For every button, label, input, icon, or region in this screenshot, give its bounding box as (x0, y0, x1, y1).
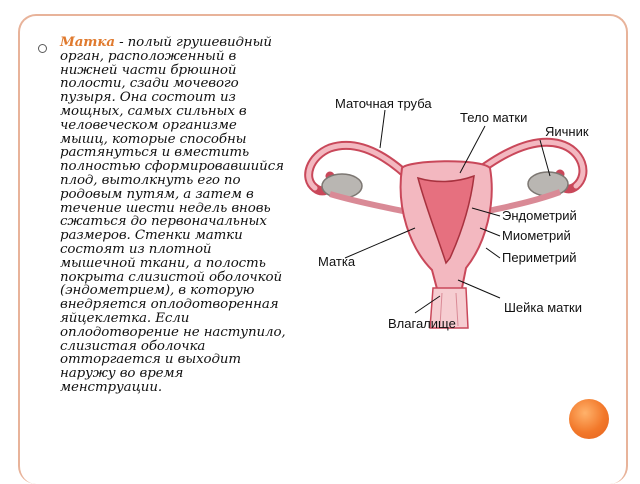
description-text (60, 36, 286, 395)
label-fallopian-tube: Маточная труба (335, 96, 432, 111)
right-ovary (528, 172, 568, 196)
label-uterus: Матка (318, 254, 356, 269)
label-vagina: Влагалище (388, 316, 456, 331)
orange-circle-decoration (569, 399, 609, 439)
label-myometrium: Миометрий (502, 228, 571, 243)
label-cervix: Шейка матки (504, 300, 583, 315)
label-ovary: Яичник (545, 124, 589, 139)
uterus-diagram (290, 88, 610, 348)
bullet-icon (38, 44, 47, 53)
term-heading: Матка (60, 34, 115, 50)
label-perimetrium: Периметрий (502, 250, 577, 265)
label-endometrium: Эндометрий (502, 208, 577, 223)
description-body: - полый грушевидный орган, расположенный в нижней части брюшной полости, сзади мочевого пузыря. Она состоит из мощных, самых сильных в человеческом организме мышц, которые способны растянуться и вместить полностью сформировавшийся плод, вытолкнуть его по родовым путям, а затем в течение шести недель вновь сжаться до первоначальных размеров. Стенки матки состоят из плотной мышечной ткани, а полость покрыта слизистой оболочкой (эндометрием), в которую внедряется оплодотворенная яйцеклетка. Если оплодотворение не наступило, слизистая оболочка отторгается и выходит наружу во время менструации. (60, 35, 286, 395)
label-uterus-body: Тело матки (460, 110, 528, 125)
